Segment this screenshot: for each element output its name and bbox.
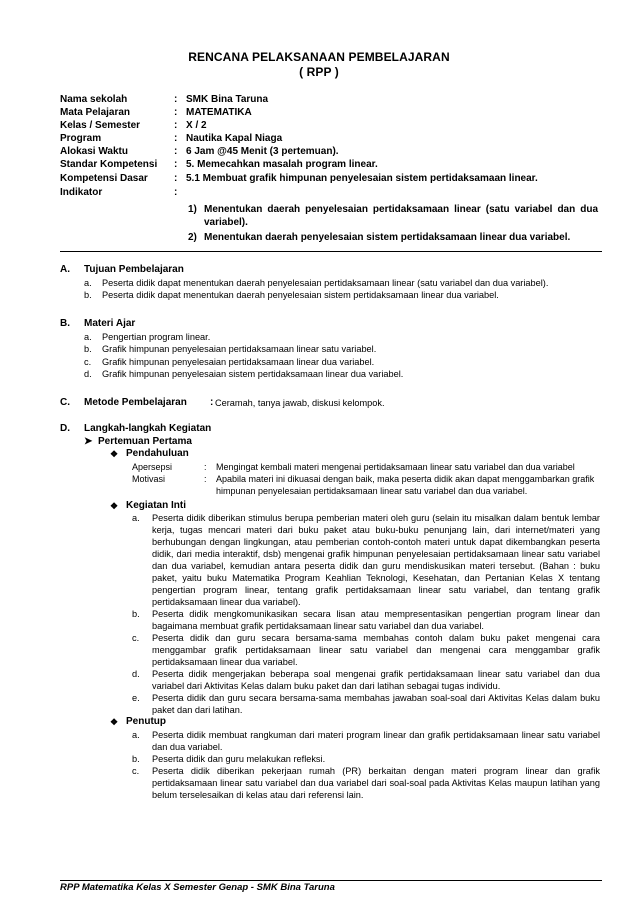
info-value: 6 Jam @45 Menit (3 pertemuan). — [186, 146, 339, 157]
meeting-heading — [60, 436, 600, 449]
list-marker: c. — [84, 356, 92, 367]
info-value: X / 2 — [186, 120, 207, 131]
list-text: Peserta didik diberikan stimulus berupa pemberian materi oleh guru (selain itu misalkan dalam bentuk lembar kerja, tugas mencari materi dari buku paket atau buku-buku penunjang lain, dari internet/materi yang berhubungan dengan lingkungan, atau pemberian contoh-contoh materi untuk dapat dikembangkan peserta didik, dari media interaktif, dsb) mengenai grafik himpunan penyelesaian pertidaksamaan linear satu variabel dan dua variabel, kemudian antara peserta didik dan guru mendiskusikan materi tersebut. (Bahan : buku paket, yaitu buku Matematika Program Keahlian Teknologi, Kesehatan, dan Pertanian Kelas X tentang pengertian program linear, tentang grafik pertidaksamaan linear satu variabel, dan tentang grafik pertidaksamaan linear dua variabel). — [152, 513, 600, 607]
info-label: Alokasi Waktu — [60, 146, 128, 157]
info-value: SMK Bina Taruna — [186, 94, 269, 105]
list-text: Peserta didik dan guru melakukan refleksi. — [152, 753, 326, 764]
list-marker: d. — [132, 669, 140, 679]
subsection-title: Kegiatan Inti — [126, 499, 187, 511]
list-text: Grafik himpunan penyelesaian pertidaksamaan linear dua variabel. — [102, 356, 375, 367]
indicator-text: Menentukan daerah penyelesaian pertidaksamaan linear (satu variabel dan dua variabel). — [204, 204, 598, 228]
indicator-number: 1) — [188, 204, 197, 215]
indicator-text: Menentukan daerah penyelesaian sistem pertidaksamaan linear dua variabel. — [204, 232, 571, 243]
list-marker: c. — [132, 765, 140, 776]
arrow-bullet-icon: ➤ — [84, 435, 93, 447]
list-text: Peserta didik dapat menentukan daerah penyelesaian pertidaksamaan linear (satu variabel dan dua variabel). — [102, 277, 549, 288]
section-list — [84, 277, 600, 302]
page-footer: RPP Matematika Kelas X Semester Genap - SMK Bina Taruna — [60, 882, 335, 893]
list-text: Peserta didik dan guru secara bersama-sama membahas jawaban soal-soal dari Aktivitas Kelas dalam buku paket dan dari latihan. — [152, 693, 600, 715]
footer-divider — [60, 880, 602, 881]
row-value: Apabila materi ini dikuasai dengan baik, maka peserta didik akan dapat menggambarkan grafik himpunan penyelesaian pertidaksamaan linear satu variabel dan dua variabel. — [216, 473, 595, 496]
list-marker: a. — [132, 729, 140, 740]
section-key: B. — [60, 318, 70, 329]
list-item — [132, 668, 600, 692]
list-text: Grafik himpunan penyelesaian sistem pertidaksamaan linear dua variabel. — [102, 369, 404, 379]
section-list — [84, 331, 600, 381]
list-item — [84, 331, 600, 344]
subsection-title: Penutup — [126, 716, 166, 727]
section-value: Ceramah, tanya jawab, diskusi kelompok. — [215, 398, 385, 408]
document-title: RENCANA PELAKSANAAN PEMBELAJARAN — [188, 50, 450, 64]
list-marker: c. — [132, 633, 140, 643]
section-heading — [60, 397, 600, 410]
list-marker: a. — [84, 331, 92, 342]
list-item — [132, 753, 600, 765]
list-item — [132, 692, 600, 716]
section-tujuan — [60, 264, 600, 302]
section-title: Langkah-langkah Kegiatan — [84, 423, 212, 434]
info-colon: : — [174, 187, 178, 198]
list-marker: b. — [84, 344, 92, 354]
info-value: MATEMATIKA — [186, 107, 252, 118]
document-subtitle: ( RPP ) — [299, 65, 339, 79]
section-heading — [60, 423, 600, 436]
inti-list — [132, 512, 600, 716]
row-key: Motivasi — [132, 473, 166, 484]
pendahuluan-row — [132, 461, 600, 473]
indicator-list — [188, 203, 598, 246]
list-item — [84, 277, 600, 290]
pendahuluan-heading — [60, 448, 600, 461]
info-value: 5.1 Membuat grafik himpunan penyelesaian sistem pertidaksamaan linear. — [186, 173, 538, 184]
indicator-number: 2) — [188, 232, 197, 243]
row-colon: : — [204, 461, 207, 472]
list-marker: b. — [84, 290, 92, 300]
info-label: Standar Kompetensi — [60, 159, 158, 170]
section-key: C. — [60, 397, 70, 408]
penutup-list — [132, 729, 600, 801]
info-colon: : — [174, 173, 178, 184]
info-colon: : — [174, 133, 178, 144]
list-item — [84, 368, 600, 381]
list-text: Peserta didik mengkomunikasikan secara lisan atau mempresentasikan pengertian program linear dan bagaimana membuat grafik pertidaksamaan linear satu variabel dan dua variabel. — [152, 609, 600, 631]
section-title: Metode Pembelajaran — [84, 397, 187, 408]
inti-heading — [60, 500, 600, 513]
section-langkah — [60, 423, 600, 801]
section-key: A. — [60, 264, 70, 275]
info-colon: : — [174, 94, 178, 105]
list-text: Peserta didik mengerjakan beberapa soal mengenai grafik pertidaksamaan linear satu variabel dan dua variabel dari Aktivitas Kelas dalam buku paket dan dari latihan sebagai tugas individu. — [152, 669, 600, 691]
info-label: Mata Pelajaran — [60, 107, 131, 118]
section-metode — [60, 397, 600, 410]
info-colon: : — [174, 120, 178, 131]
list-marker: d. — [84, 369, 92, 379]
info-colon: : — [174, 159, 178, 170]
meeting-title: Pertemuan Pertama — [98, 435, 192, 447]
diamond-bullet-icon: ❖ — [110, 717, 119, 727]
list-item — [132, 608, 600, 632]
list-text: Peserta didik diberikan pekerjaan rumah (PR) berkaitan dengan materi program linear dan grafik pertidaksamaan linear satu variabel dan dua variabel dari soal-soal pada Aktivitas Kelas maupun latihan yang belum terselesaikan di kelas atau dari referensi lain. — [152, 765, 600, 800]
section-materi — [60, 318, 600, 381]
section-title: Materi Ajar — [84, 318, 136, 329]
list-text: Grafik himpunan penyelesaian pertidaksamaan linear satu variabel. — [102, 344, 377, 354]
list-item — [84, 356, 600, 369]
row-value: Mengingat kembali materi mengenai pertidaksamaan linear satu variabel dan dua variabel — [216, 461, 575, 472]
list-marker: e. — [132, 693, 140, 703]
info-colon: : — [174, 107, 178, 118]
list-marker: b. — [132, 753, 140, 764]
info-colon: : — [174, 146, 178, 157]
section-heading — [60, 264, 600, 277]
list-item — [132, 729, 600, 753]
indicator-item — [188, 231, 598, 244]
list-text: Peserta didik dapat menentukan daerah penyelesaian sistem pertidaksamaan linear dua variabel. — [102, 290, 499, 300]
section-colon: : — [210, 397, 214, 408]
list-item — [84, 343, 600, 356]
info-value: Nautika Kapal Niaga — [186, 133, 283, 144]
section-key: D. — [60, 423, 70, 434]
diamond-bullet-icon: ❖ — [110, 500, 119, 511]
list-item — [132, 512, 600, 608]
list-text: Peserta didik dan guru secara bersama-sama membahas contoh dalam buku paket mengenai cara menggambar grafik pertidaksamaan linear satu variabel dan mengenai cara menggambar grafik pertidaksamaan linear dua variabel. — [152, 633, 600, 667]
list-item — [84, 289, 600, 302]
info-label: Kompetensi Dasar — [60, 173, 148, 184]
info-label: Program — [60, 133, 102, 144]
list-marker: a. — [132, 513, 140, 523]
subsection-title: Pendahuluan — [126, 448, 189, 459]
info-label: Indikator — [60, 187, 103, 198]
header-divider — [60, 251, 602, 252]
list-text: Pengertian program linear. — [102, 331, 211, 342]
list-item — [132, 632, 600, 668]
list-marker: a. — [84, 277, 92, 288]
list-marker: b. — [132, 609, 140, 619]
info-value: 5. Memecahkan masalah program linear. — [186, 159, 378, 170]
diamond-bullet-icon: ❖ — [110, 449, 119, 459]
penutup-heading — [60, 716, 600, 729]
info-label: Kelas / Semester — [60, 120, 141, 131]
list-item — [132, 765, 600, 801]
section-heading — [60, 318, 600, 331]
indicator-item — [188, 203, 598, 229]
list-text: Peserta didik membuat rangkuman dari materi program linear dan grafik pertidaksamaan linear satu variabel dan dua variabel. — [152, 729, 600, 752]
row-key: Apersepsi — [132, 461, 173, 472]
section-title: Tujuan Pembelajaran — [84, 264, 184, 275]
row-colon: : — [204, 473, 207, 484]
info-label: Nama sekolah — [60, 94, 128, 105]
pendahuluan-row — [132, 473, 600, 497]
